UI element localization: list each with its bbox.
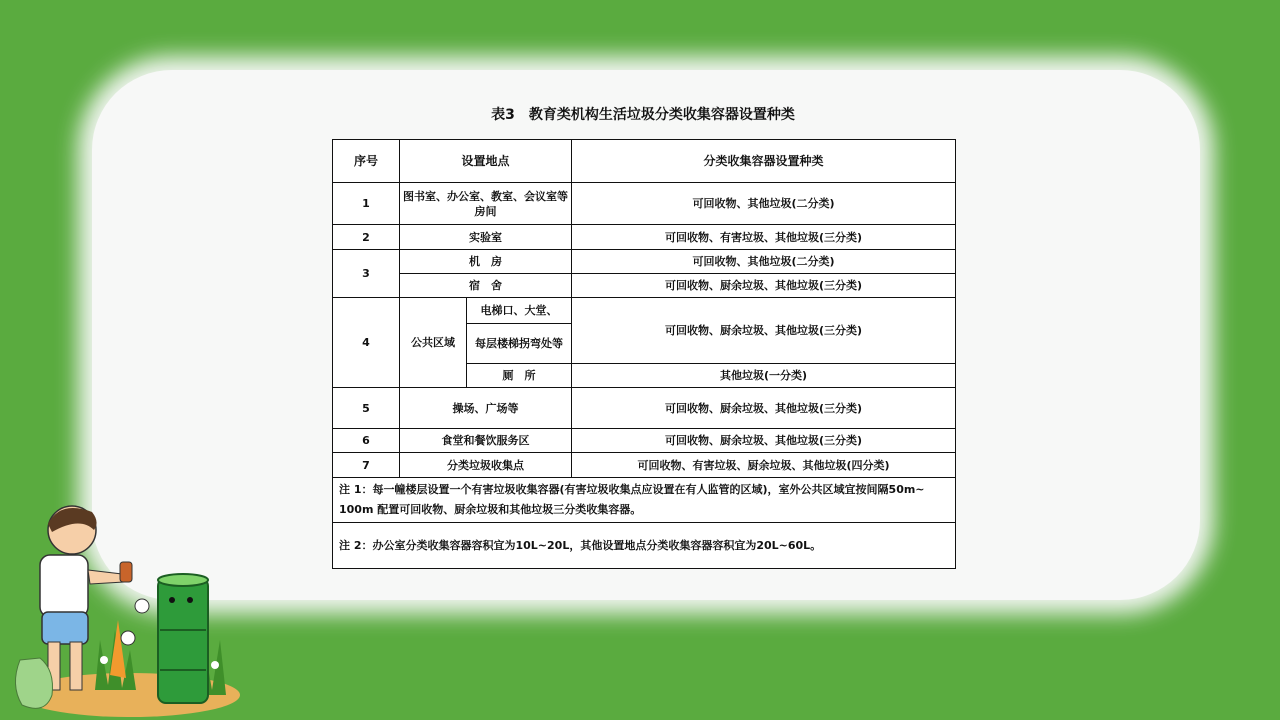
row-place: 分类垃圾收集点 bbox=[400, 453, 572, 478]
row-subplace: 厕 所 bbox=[467, 364, 572, 388]
note-1: 注 1：每一幢楼层设置一个有害垃圾收集容器(有害垃圾收集点应设置在有人监管的区域)，室外公共区域宜按间隔50m~ 100m 配置可回收物、厨余垃圾和其他垃圾三分类收集容器。 bbox=[333, 478, 956, 523]
bin-body bbox=[158, 578, 208, 703]
row-no: 1 bbox=[333, 183, 400, 225]
bin-eye bbox=[187, 597, 193, 603]
bin-lid bbox=[158, 574, 208, 586]
can-icon bbox=[120, 562, 132, 582]
row-group: 公共区域 bbox=[400, 298, 467, 388]
row-types: 其他垃圾(一分类) bbox=[572, 364, 956, 388]
table-note-row bbox=[333, 478, 956, 523]
row-types: 可回收物、其他垃圾(二分类) bbox=[572, 250, 956, 274]
row-no: 6 bbox=[333, 429, 400, 453]
row-place: 操场、广场等 bbox=[400, 388, 572, 429]
table-row bbox=[333, 298, 956, 324]
table-title: 表3 教育类机构生活垃圾分类收集容器设置种类 bbox=[491, 107, 795, 123]
table-header-row bbox=[333, 140, 956, 183]
boy-shorts bbox=[42, 612, 88, 644]
header-types: 分类收集容器设置种类 bbox=[572, 140, 956, 183]
table-row bbox=[333, 250, 956, 274]
row-types: 可回收物、有害垃圾、厨余垃圾、其他垃圾(四分类) bbox=[572, 453, 956, 478]
row-place: 宿 舍 bbox=[400, 274, 572, 298]
bin-eye bbox=[169, 597, 175, 603]
header-place: 设置地点 bbox=[400, 140, 572, 183]
row-no: 7 bbox=[333, 453, 400, 478]
row-no: 4 bbox=[333, 298, 400, 388]
row-place: 图书室、办公室、教室、会议室等房间 bbox=[400, 183, 572, 225]
flower-icon bbox=[100, 656, 108, 664]
row-types: 可回收物、厨余垃圾、其他垃圾(三分类) bbox=[572, 429, 956, 453]
row-types: 可回收物、厨余垃圾、其他垃圾(三分类) bbox=[572, 274, 956, 298]
flame-leaf-icon bbox=[110, 620, 126, 678]
boy-arm bbox=[88, 570, 124, 584]
row-no: 5 bbox=[333, 388, 400, 429]
boy-shirt bbox=[40, 555, 88, 617]
container-type-table bbox=[332, 139, 956, 569]
row-subplace: 每层楼梯拐弯处等 bbox=[467, 324, 572, 364]
table-row bbox=[333, 183, 956, 225]
boy-recycling-illustration bbox=[0, 500, 250, 720]
table-row bbox=[333, 274, 956, 298]
row-types: 可回收物、其他垃圾(二分类) bbox=[572, 183, 956, 225]
table-row bbox=[333, 388, 956, 429]
table-row bbox=[333, 429, 956, 453]
note-2: 注 2：办公室分类收集容器容积宜为10L~20L，其他设置地点分类收集容器容积宜为20L~60L。 bbox=[333, 523, 956, 569]
table-note-row bbox=[333, 523, 956, 569]
row-no: 3 bbox=[333, 250, 400, 298]
row-types: 可回收物、厨余垃圾、其他垃圾(三分类) bbox=[572, 298, 956, 364]
glove-icon bbox=[135, 599, 149, 613]
header-no: 序号 bbox=[333, 140, 400, 183]
boy-leg bbox=[70, 642, 82, 690]
row-types: 可回收物、有害垃圾、其他垃圾(三分类) bbox=[572, 225, 956, 250]
row-place: 机 房 bbox=[400, 250, 572, 274]
table-row bbox=[333, 453, 956, 478]
table-row bbox=[333, 225, 956, 250]
row-subplace: 电梯口、大堂、 bbox=[467, 298, 572, 324]
row-types: 可回收物、厨余垃圾、其他垃圾(三分类) bbox=[572, 388, 956, 429]
row-place: 食堂和餐饮服务区 bbox=[400, 429, 572, 453]
bag-icon bbox=[15, 658, 52, 708]
row-no: 2 bbox=[333, 225, 400, 250]
glove-icon bbox=[121, 631, 135, 645]
flower-icon bbox=[211, 661, 219, 669]
row-place: 实验室 bbox=[400, 225, 572, 250]
